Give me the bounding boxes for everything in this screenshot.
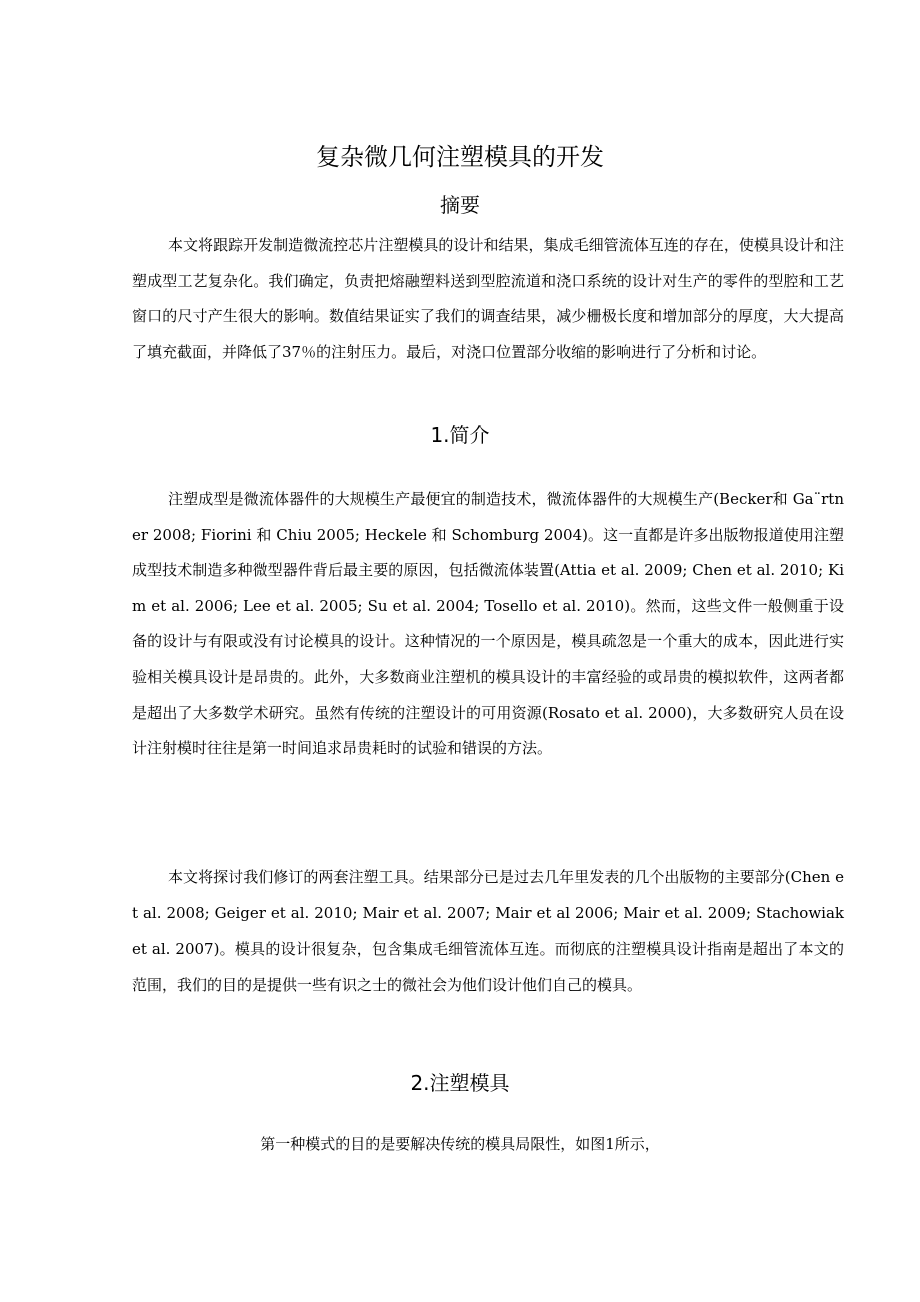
document-title: 复杂微几何注塑模具的开发 <box>316 143 604 171</box>
section-2-heading: 2.注塑模具 <box>410 1071 510 1095</box>
abstract-paragraph: 本文将跟踪开发制造微流控芯片注塑模具的设计和结果，集成毛细管流体互连的存在，使模具设计和注塑成型工艺复杂化。我们确定，负责把熔融塑料送到型腔流道和浇口系统的设计对生产的零件的型腔和工艺窗口的尺寸产生很大的影响。数值结果证实了我们的调查结果，减少栅极长度和增加部分的厚度，大大提高了填充截面，并降低了37％的注射压力。最后，对浇口位置部分收缩的影响进行了分析和讨论。 <box>132 236 844 361</box>
abstract-heading: 摘要 <box>440 193 480 217</box>
section-1-paragraph-1: 注塑成型是微流体器件的大规模生产最便宜的制造技术，微流体器件的大规模生产(Becker和 Ga¨rtner 2008; Fiorini 和 Chiu 2005; Heckele 和 Schomburg 2004)。这一直都是许多出版物报道使用注塑成型技术制造多种微型器件背后最主要的原因，包括微流体装置(Attia et al. 2009; Chen et al. 2010; Kim et al. 2006; Lee et al. 2005; Su et al. 2004; Tosello et al. 2010)。然而，这些文件一般侧重于设备的设计与有限或没有讨论模具的设计。这种情况的一个原因是，模具疏忽是一个重大的成本，因此进行实验相关模具设计是昂贵的。此外，大多数商业注塑机的模具设计的丰富经验的或昂贵的模拟软件，这两者都是超出了大多数学术研究。虽然有传统的注塑设计的可用资源(Rosato et al. 2000)，大多数研究人员在设计注射模时往往是第一时间追求昂贵耗时的试验和错误的方法。 <box>132 490 844 758</box>
section-1-paragraph-2: 本文将探讨我们修订的两套注塑工具。结果部分已是过去几年里发表的几个出版物的主要部分(Chen et al. 2008; Geiger et al. 2010; Mair et al. 2007; Mair et al 2006; Mair et al. 2009; Stachowiak et al. 2007)。模具的设计很复杂，包含集成毛细管流体互连。而彻底的注塑模具设计指南是超出了本文的范围，我们的目的是提供一些有识之士的微社会为他们设计他们自己的模具。 <box>132 868 844 994</box>
section-2-paragraph-1: 第一种模式的目的是要解决传统的模具局限性，如图1所示， <box>260 1135 660 1153</box>
section-1-heading: 1.简介 <box>430 423 490 447</box>
